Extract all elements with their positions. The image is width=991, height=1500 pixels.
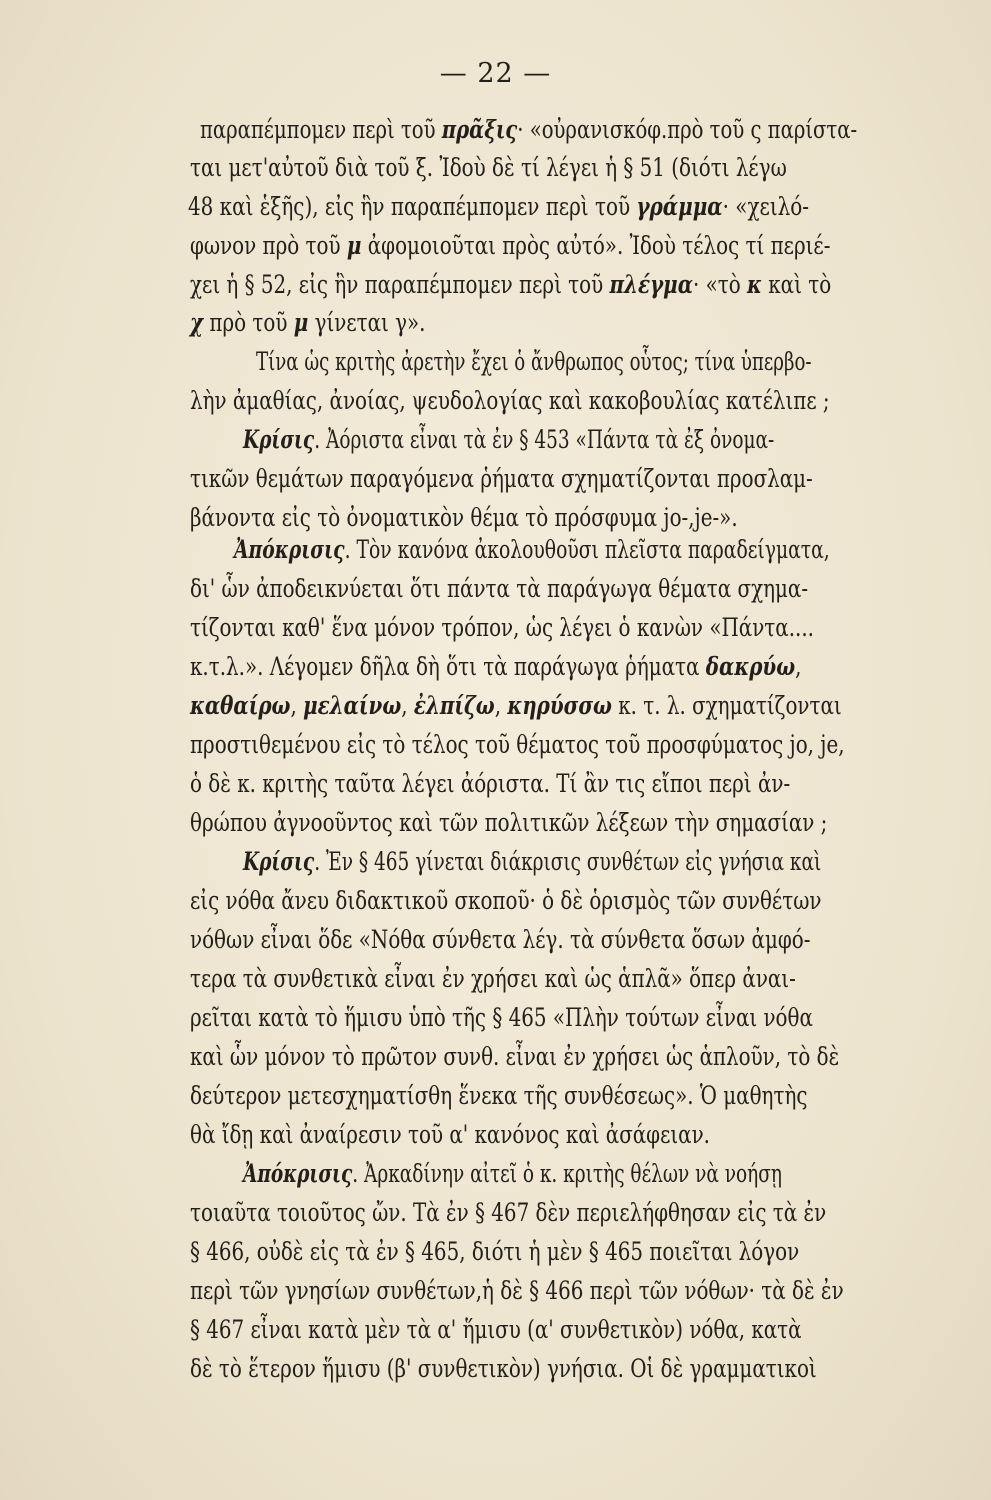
text-line: τοιαῦτα τοιοῦτος ὤν. Τὰ ἐν § 467 δὲν περιελήφθησαν εἰς τὰ ἐν [190,1198,827,1228]
text-line: Τίνα ὡς κριτὴς ἀρετὴν ἔχει ὁ ἄνθρωπος οὗτος; τίνα ὑπερβο- [256,347,812,377]
text-line: δὲ τὸ ἕτερον ἥμισυ (β' συνθετικὸν) γνήσια. Οἱ δὲ γραμματικοὶ [190,1354,817,1384]
text-line: βάνοντα εἰς τὸ ὀνοματικὸν θέμα τὸ πρόσφυμα jo-,je-». [190,503,738,533]
text-line: νόθων εἶναι ὅδε «Νόθα σύνθετα λέγ. τὰ σύνθετα ὅσων ἀμφό- [190,925,811,955]
text-line: θρώπου ἀγνοοῦντος καὶ τῶν πολιτικῶν λέξεων τὴν σημασίαν ; [190,808,828,838]
text-line: ὁ δὲ κ. κριτὴς ταῦτα λέγει ἀόριστα. Τί ἂν τις εἴποι περὶ ἀν- [190,769,791,799]
text-line: φωνον πρὸ τοῦ μ ἀφομοιοῦται πρὸς αὐτό». Ἰδοὺ τέλος τί περιέ- [190,231,831,261]
text-line: περὶ τῶν γνησίων συνθέτων,ἡ δὲ § 466 περὶ τῶν νόθων· τὰ δὲ ἐν [190,1276,844,1306]
text-line: § 467 εἶναι κατὰ μὲν τὰ α' ἥμισυ (α' συνθετικὸν) νόθα, κατὰ [190,1315,802,1345]
text-line: κ.τ.λ.». Λέγομεν δῆλα δὴ ὅτι τὰ παράγωγα ῥήματα δακρύω, [190,652,802,682]
text-line: 48 καὶ ἑξῆς), εἰς ἣν παραπέμπομεν περὶ τοῦ γράμμα· «χειλό- [188,192,810,222]
text-line: τίζονται καθ' ἕνα μόνον τρόπον, ὡς λέγει ὁ κανὼν «Πάντα.... [190,613,814,643]
text-line: εἰς νόθα ἄνευ διδακτικοῦ σκοποῦ· ὁ δὲ ὁρισμὸς τῶν συνθέτων [190,886,822,916]
text-line: Κρίσις. Ἀόριστα εἶναι τὰ ἐν § 453 «Πάντα τὰ ἐξ ὀνομα- [243,425,775,455]
text-line: χ πρὸ τοῦ μ γίνεται γ». [190,308,426,338]
text-line: χει ἡ § 52, εἰς ἣν παραπέμπομεν περὶ τοῦ πλέγμα· «τὸ κ καὶ τὸ [190,270,832,300]
text-line: καθαίρω, μελαίνω, ἐλπίζω, κηρύσσω κ. τ. λ. σχηματίζονται [190,691,842,721]
text-line: Κρίσις. Ἐν § 465 γίνεται διάκρισις συνθέτων εἰς γνήσια καὶ [243,847,822,877]
text-line: δεύτερον μετεσχηματίσθη ἕνεκα τῆς συνθέσεως». Ὁ μαθητὴς [190,1081,808,1111]
text-line: Ἀπόκρισις. Τὸν κανόνα ἀκολουθοῦσι πλεῖστα παραδείγματα, [234,535,830,565]
text-line: § 466, οὐδὲ εἰς τὰ ἐν § 465, διότι ἡ μὲν § 465 ποιεῖται λόγον [190,1237,800,1267]
text-line: προστιθεμένου εἰς τὸ τέλος τοῦ θέματος τοῦ προσφύματος jo, je, [190,730,845,760]
text-line: Ἀπόκρισις. Ἀρκαδίνην αἰτεῖ ὁ κ. κριτὴς θέλων νὰ νοήσῃ [243,1159,782,1189]
text-line: θὰ ἴδῃ καὶ ἀναίρεσιν τοῦ α' κανόνος καὶ ἀσάφειαν. [190,1120,710,1150]
text-line: καὶ ὧν μόνον τὸ πρῶτον συνθ. εἶναι ἐν χρήσει ὡς ἁπλοῦν, τὸ δὲ [190,1042,840,1072]
text-line: παραπέμπομεν περὶ τοῦ πρᾶξις· «οὐρανισκόφ.πρὸ τοῦ ς παρίστα- [200,115,858,145]
text-line: τικῶν θεμάτων παραγόμενα ῥήματα σχηματίζονται προσλαμ- [190,464,813,494]
text-line: τερα τὰ συνθετικὰ εἶναι ἐν χρήσει καὶ ὡς ἁπλᾶ» ὅπερ ἀναι- [190,964,796,994]
text-line: ται μετ'αὐτοῦ διὰ τοῦ ξ. Ἰδοὺ δὲ τί λέγει ἡ § 51 (διότι λέγω [190,153,787,183]
page-number: — 22 — [439,58,552,89]
text-line: ρεῖται κατὰ τὸ ἥμισυ ὑπὸ τῆς § 465 «Πλὴν τούτων εἶναι νόθα [190,1003,813,1033]
text-line: λὴν ἀμαθίας, ἀνοίας, ψευδολογίας καὶ κακοβουλίας κατέλιπε ; [190,386,830,416]
text-line: δι' ὧν ἀποδεικνύεται ὅτι πάντα τὰ παράγωγα θέματα σχημα- [190,574,809,604]
